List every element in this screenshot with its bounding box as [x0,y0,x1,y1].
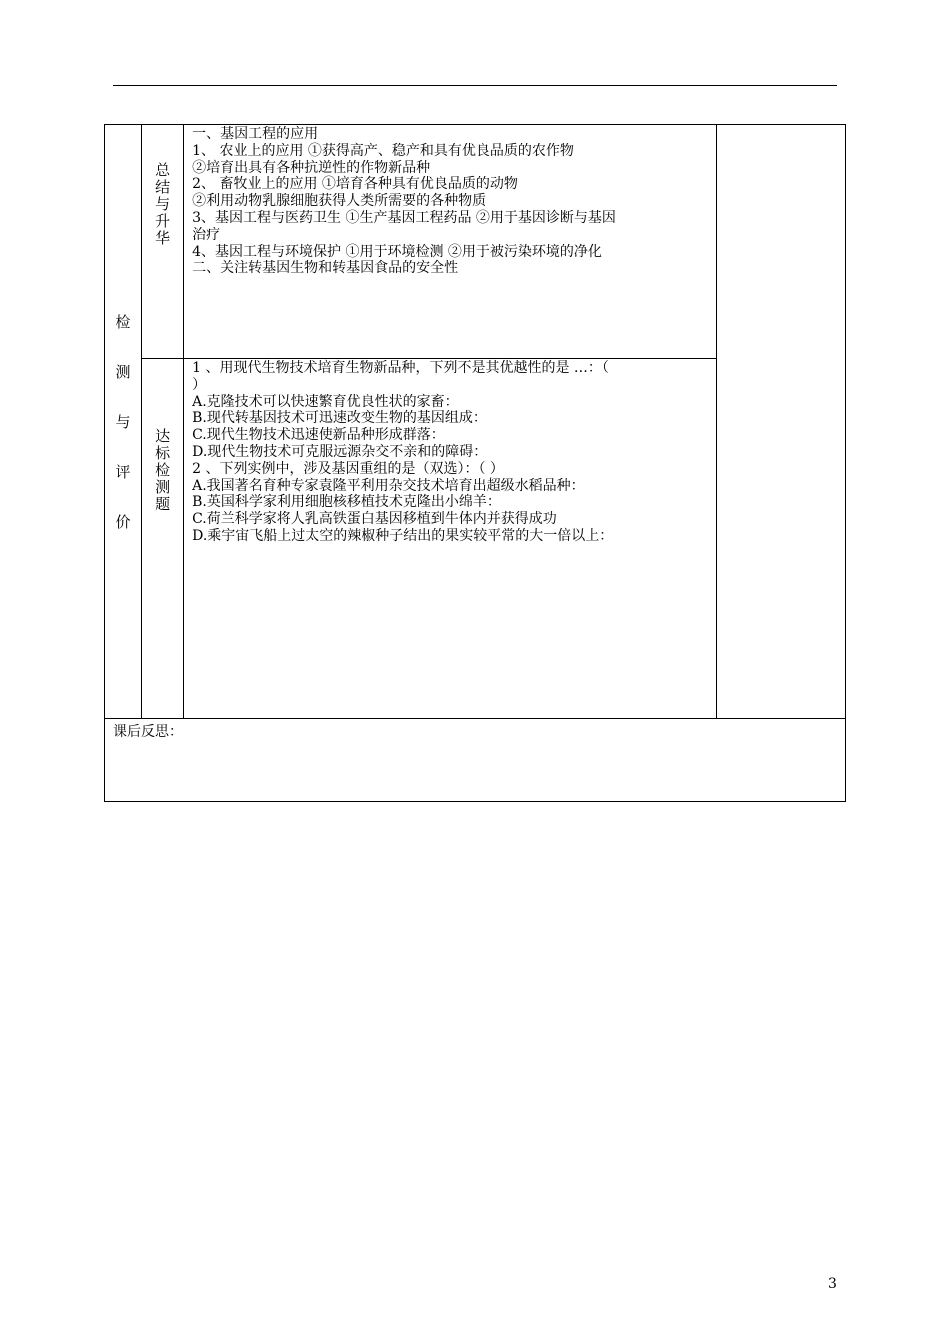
section-label-char: 检 [115,312,131,331]
exercise-line: B.现代转基因技术可迅速改变生物的基因组成： [192,410,487,427]
summary-label-char: 总 [155,161,171,179]
exercise-line: C.荷兰科学家将人乳高铁蛋白基因移植到牛体内并获得成功 [192,511,557,528]
section-label-char: 测 [115,362,131,381]
exercise-line: ） [192,376,207,393]
reflection-cell [105,719,846,802]
summary-line: 二、关注转基因生物和转基因食品的安全性 [192,260,459,277]
summary-label-char: 华 [155,229,171,247]
exercise-line: D.现代生物技术可克服远源杂交不亲和的障碍： [192,443,488,460]
exercise-line: B.英国科学家利用细胞核移植技术克隆出小绵羊： [192,494,501,511]
summary-line: ②培育出具有各种抗逆性的作物新品种 [192,159,431,176]
summary-label-cell [142,125,184,359]
summary-label-char: 与 [155,195,171,213]
summary-line: 3、基因工程与医药卫生 ①生产基因工程药品 ②用于基因诊断与基因 [192,209,616,226]
exercise-line: A.克隆技术可以快速繁育优良性状的家畜： [192,393,459,410]
exercises-label-cell [142,359,184,719]
exercises-label-char: 达 [155,427,171,445]
header-rule [113,85,837,86]
notes-cell [716,125,845,719]
exercises-label-char: 题 [155,495,171,513]
summary-line: 1、 农业上的应用 ①获得高产、稳产和具有优良品质的农作物 [192,142,574,159]
exercises-label-char: 检 [155,461,171,479]
section-label-char: 价 [115,512,131,531]
section-label-char: 与 [115,412,131,431]
exercise-line: 2 、下列实例中，涉及基因重组的是（双选）：（ ） [192,460,504,477]
exercise-line: D.乘宇宙飞船上过太空的辣椒种子结出的果实较平常的大一倍以上： [192,527,614,544]
summary-line: 一、基因工程的应用 [192,126,319,142]
exercise-line: 1 、用现代生物技术培育生物新品种，下列不是其优越性的是 …：（ [192,360,609,376]
lesson-table [104,124,846,802]
section-label-char: 评 [115,462,131,481]
page-number: 3 [828,1276,837,1292]
exercises-label-char: 标 [155,444,171,462]
summary-line: ②利用动物乳腺细胞获得人类所需要的各种物质 [192,193,487,210]
exercise-line: A.我国著名育种专家袁隆平利用杂交技术培育出超级水稻品种： [192,477,585,494]
exercise-line: C.现代生物技术迅速使新品种形成群落： [192,427,445,444]
summary-line: 4、基因工程与环境保护 ①用于环境检测 ②用于被污染环境的净化 [192,243,602,260]
reflection-label: 课后反思： [113,724,183,740]
exercises-label-char: 测 [155,478,171,496]
summary-line: 2、 畜牧业上的应用 ①培育各种具有优良品质的动物 [192,176,518,193]
exercises-content [184,359,717,719]
summary-line: 治疗 [192,226,221,243]
summary-content [184,125,717,359]
section-label-cell [105,125,142,719]
summary-label-char: 升 [155,212,171,230]
summary-label-char: 结 [155,178,171,196]
